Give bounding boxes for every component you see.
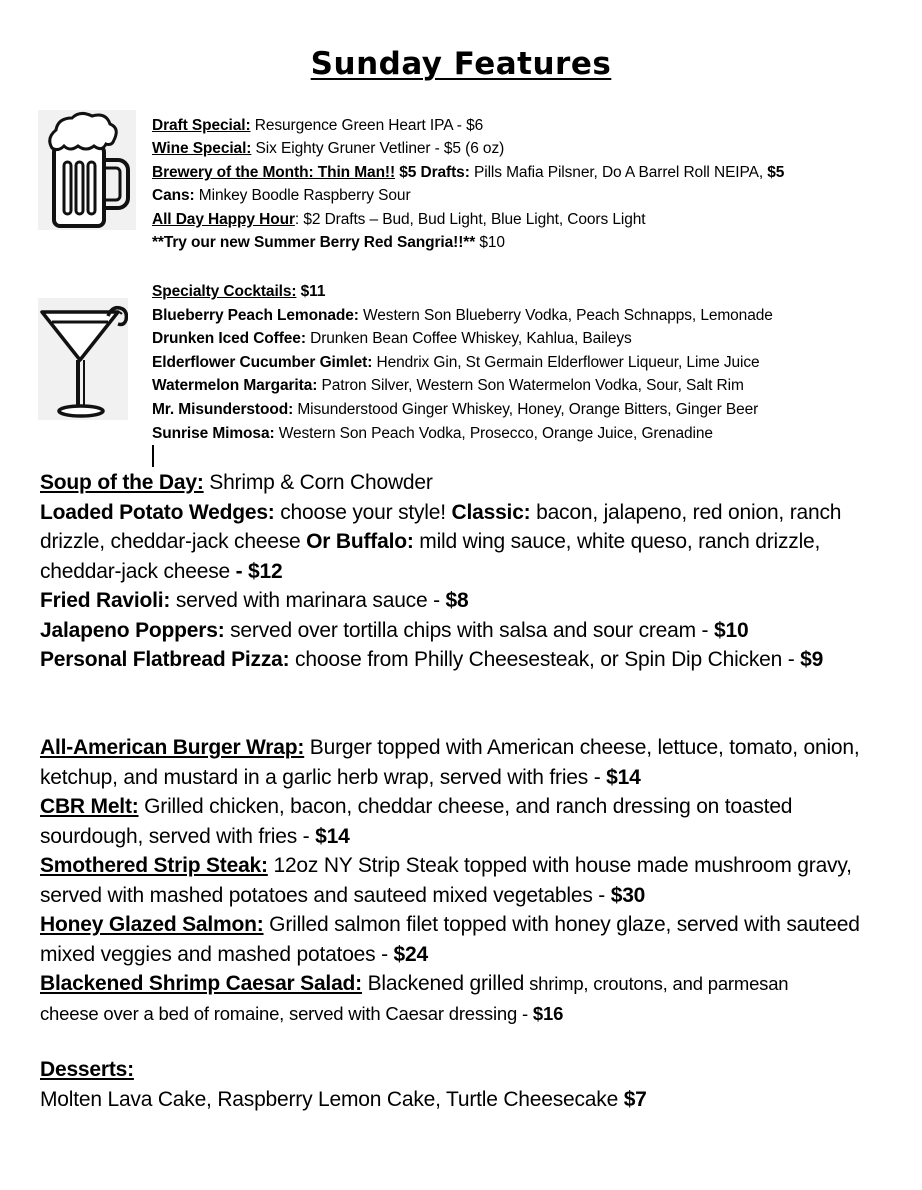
melt-line-2: sourdough, served with fries - $14 bbox=[40, 824, 350, 848]
salmon-line: Honey Glazed Salmon: Grilled salmon filet topped with honey glaze, served with sauteed bbox=[40, 913, 860, 936]
flatbread-line: Personal Flatbread Pizza: choose from Philly Cheesesteak, or Spin Dip Chicken - $9 bbox=[40, 648, 824, 671]
desserts-line: Molten Lava Cake, Raspberry Lemon Cake, Turtle Cheesecake $7 bbox=[40, 1087, 647, 1111]
cocktail-item: Elderflower Cucumber Gimlet: Hendrix Gin, St Germain Elderflower Liqueur, Lime Juice bbox=[152, 353, 760, 371]
salad-line: Blackened Shrimp Caesar Salad: Blackened grilled shrimp, croutons, and parmesan bbox=[40, 972, 789, 995]
steak-line-2: served with mashed potatoes and sauteed mixed vegetables - $30 bbox=[40, 883, 646, 907]
sangria-line: **Try our new Summer Berry Red Sangria!!** $10 bbox=[152, 233, 505, 251]
appetizers bbox=[40, 468, 841, 675]
page-title: Sunday Features bbox=[310, 46, 612, 82]
text-cursor bbox=[152, 445, 154, 467]
wedges-line-2: drizzle, cheddar-jack cheese Or Buffalo: mild wing sauce, white queso, ranch drizzle, bbox=[40, 530, 821, 553]
draft-special-line: Draft Special: Resurgence Green Heart IPA - $6 bbox=[152, 117, 484, 134]
wine-special-line: Wine Special: Six Eighty Gruner Vetliner - $5 (6 oz) bbox=[152, 140, 505, 158]
brewery-line: Brewery of the Month: Thin Man!! $5 Drafts: Pills Mafia Pilsner, Do A Barrel Roll NEIPA, $5 bbox=[152, 163, 785, 181]
drink-specials bbox=[152, 114, 784, 254]
burger-line-2: ketchup, and mustard in a garlic herb wrap, served with fries - $14 bbox=[40, 765, 641, 789]
entrees bbox=[40, 733, 860, 1028]
desserts bbox=[40, 1055, 647, 1114]
specialty-cocktails bbox=[152, 280, 773, 445]
cocktails-header: Specialty Cocktails: $11 bbox=[152, 283, 326, 300]
cocktail-item: Drunken Iced Coffee: Drunken Bean Coffee Whiskey, Kahlua, Baileys bbox=[152, 330, 632, 348]
desserts-heading: Desserts: bbox=[40, 1058, 134, 1081]
cocktail-item: Watermelon Margarita: Patron Silver, Western Son Watermelon Vodka, Sour, Salt Rim bbox=[152, 377, 744, 395]
soup-line: Soup of the Day: Shrimp & Corn Chowder bbox=[40, 471, 433, 494]
cocktail-item: Blueberry Peach Lemonade: Western Son Blueberry Vodka, Peach Schnapps, Lemonade bbox=[152, 306, 773, 324]
salad-line-2: cheese over a bed of romaine, served with Caesar dressing - $16 bbox=[40, 1002, 564, 1024]
poppers-line: Jalapeno Poppers: served over tortilla chips with salsa and sour cream - $10 bbox=[40, 618, 749, 642]
happy-hour-line: All Day Happy Hour: $2 Drafts – Bud, Bud Light, Blue Light, Coors Light bbox=[152, 210, 646, 228]
steak-line: Smothered Strip Steak: 12oz NY Strip Steak topped with house made mushroom gravy, bbox=[40, 854, 852, 877]
cocktail-item: Mr. Misunderstood: Misunderstood Ginger Whiskey, Honey, Orange Bitters, Ginger Beer bbox=[152, 400, 759, 418]
wedges-line-3: cheddar-jack cheese - $12 bbox=[40, 559, 283, 583]
ravioli-line: Fried Ravioli: served with marinara sauce - $8 bbox=[40, 589, 469, 612]
martini-glass-icon bbox=[38, 298, 128, 420]
burger-line: All-American Burger Wrap: Burger topped with American cheese, lettuce, tomato, onion, bbox=[40, 736, 860, 759]
cocktail-item: Sunrise Mimosa: Western Son Peach Vodka, Prosecco, Orange Juice, Grenadine bbox=[152, 424, 713, 442]
melt-line: CBR Melt: Grilled chicken, bacon, cheddar cheese, and ranch dressing on toasted bbox=[40, 795, 793, 818]
beer-mug-icon bbox=[38, 110, 136, 230]
wedges-line: Loaded Potato Wedges: choose your style! Classic: bacon, jalapeno, red onion, ranch bbox=[40, 500, 842, 524]
salmon-line-2: mixed veggies and mashed potatoes - $24 bbox=[40, 942, 428, 966]
cans-line: Cans: Minkey Boodle Raspberry Sour bbox=[152, 187, 411, 205]
